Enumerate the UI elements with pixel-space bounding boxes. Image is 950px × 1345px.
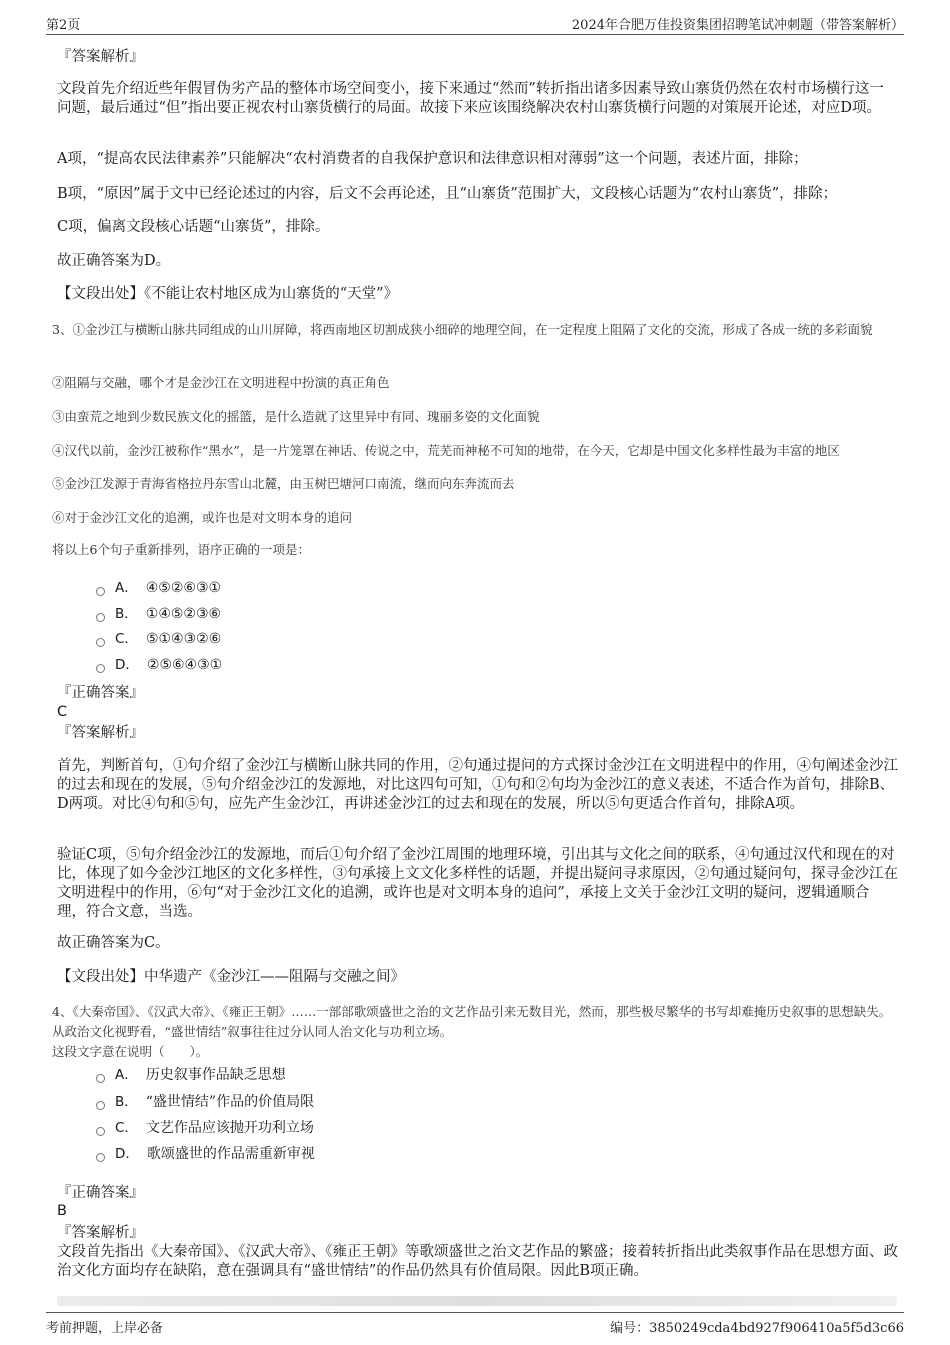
page-footer bbox=[46, 1312, 904, 1335]
q3-analysis-p3: 故正确答案为C。 bbox=[57, 935, 170, 951]
q4-option-c[interactable]: C． 文艺作品应该抛开功利立场 bbox=[96, 1119, 314, 1137]
q4-analysis-label: 『答案解析』 bbox=[57, 1225, 144, 1241]
q2-analysis-p5: 故正确答案为D。 bbox=[57, 253, 171, 269]
q4-answer: B bbox=[57, 1203, 67, 1219]
radio-button-icon[interactable] bbox=[96, 1101, 105, 1110]
q2-analysis-p1: 文段首先介绍近些年假冒伪劣产品的整体市场空间变小，接下来通过“然而”转折指出诸多因素导致山寨货仍然在农村市场横行这一问题，最后通过“但”指出要正视农村山寨货横行的局面。故接下来应该围绕解决农村山寨货横行问题的对策展开论述，对应D项。 bbox=[57, 81, 884, 116]
radio-button-icon[interactable] bbox=[96, 1074, 105, 1083]
q2-source: 【文段出处】《不能让农村地区成为山寨货的“天堂”》 bbox=[57, 286, 399, 302]
radio-button-icon[interactable] bbox=[96, 638, 105, 647]
q3-option-d[interactable]: D． ②⑤⑥④③① bbox=[96, 656, 222, 674]
q3-sentence-5: ⑤金沙江发源于青海省格拉丹东雪山北麓，由玉树巴塘河口南流，继而向东奔流而去 bbox=[52, 476, 515, 491]
q3-option-b[interactable]: B． ①④⑤②③⑥ bbox=[96, 605, 221, 623]
page-number: 第2页 bbox=[46, 18, 81, 33]
q3-sentence-4: ④汉代以前，金沙江被称作“黑水”，是一片笼罩在神话、传说之中，荒芜而神秘不可知的地带，在今天，它却是中国文化多样性最为丰富的地区 bbox=[52, 443, 840, 458]
q4-option-d[interactable]: D． 歌颂盛世的作品需重新审视 bbox=[96, 1145, 315, 1163]
q4-analysis-p1: 文段首先指出《大秦帝国》、《汉武大帝》、《雍正王朝》等歌颂盛世之治文艺作品的繁盛；接着转折指出此类叙事作品在思想方面、政治文化方面均存在缺陷，意在强调具有“盛世情结”的作品仍然具有价值局限。因此B项正确。 bbox=[57, 1244, 898, 1279]
q2-analysis-p2: A项，“提高农民法律素养”只能解决“农村消费者的自我保护意识和法律意识相对薄弱”这一个问题，表述片面，排除； bbox=[57, 151, 808, 167]
radio-button-icon[interactable] bbox=[96, 613, 105, 622]
footer-slogan: 考前押题，上岸必备 bbox=[46, 1321, 164, 1336]
q3-analysis-p1: 首先，判断首句，①句介绍了金沙江与横断山脉共同的作用，②句通过提问的方式探讨金沙江在文明进程中的作用，④句阐述金沙江的过去和现在的发展，⑤句介绍金沙江的发源地，对比这四句可知，①句和②句均为金沙江的意义表述，不适合作为首句，排除B、D两项。对比④句和⑤句，应先产生金沙江，再讲述金沙江的过去和现在的发展，所以⑤句更适合作首句，排除A项。 bbox=[57, 758, 898, 812]
q3-sentence-6: ⑥对于金沙江文化的追溯，或许也是对文明本身的追问 bbox=[52, 510, 353, 525]
q3-answer: C bbox=[57, 704, 68, 720]
radio-button-icon[interactable] bbox=[96, 587, 105, 596]
q4-question: 这段文字意在说明（ ）。 bbox=[52, 1044, 209, 1059]
q3-analysis-p2: 验证C项，⑤句介绍金沙江的发源地，而后①句介绍了金沙江周围的地理环境，引出其与文化之间的联系，④句通过汉代和现在的对比，体现了如今金沙江地区的文化多样性，③句承接上文文化多样性的话题，并提出疑问寻求原因，②句通过疑问句，探寻金沙江在文明进程中的作用，⑥句“对于金沙江文化的追溯，或许也是对文明本身的追问”，承接上文关于金沙江文明的疑问，逻辑通顺合理，符合文意，当选。 bbox=[57, 847, 898, 920]
q4-option-b[interactable]: B． “盛世情结”作品的价值局限 bbox=[96, 1093, 314, 1111]
q2-analysis-p4: C项，偏离文段核心话题“山寨货”，排除。 bbox=[57, 219, 330, 235]
q3-stem: 将以上6个句子重新排列，语序正确的一项是： bbox=[52, 542, 310, 557]
radio-button-icon[interactable] bbox=[96, 664, 105, 673]
q3-sentence-2: ②阻隔与交融，哪个才是金沙江在文明进程中扮演的真正角色 bbox=[52, 375, 390, 390]
q3-sentence-1: 3、①金沙江与横断山脉共同组成的山川屏障，将西南地区切割成狭小细碎的地理空间，在一定程度上阻隔了文化的交流，形成了各成一统的多彩面貌 bbox=[52, 322, 873, 337]
q4-stem: 4、《大秦帝国》、《汉武大帝》、《雍正王朝》……一部部歌颂盛世之治的文艺作品引来无数目光，然而，那些极尽繁华的书写却难掩历史叙事的思想缺失。从政治文化视野看，“盛世情结”叙事往往过分认同人治文化与功利立场。 bbox=[52, 1004, 892, 1039]
q4-answer-label: 『正确答案』 bbox=[57, 1185, 144, 1201]
radio-button-icon[interactable] bbox=[96, 1127, 105, 1136]
q2-analysis-label: 『答案解析』 bbox=[57, 49, 144, 65]
q3-option-a[interactable]: A． ④⑤②⑥③① bbox=[96, 579, 221, 597]
q3-option-c[interactable]: C． ⑤①④③②⑥ bbox=[96, 630, 221, 648]
q3-answer-label: 『正确答案』 bbox=[57, 685, 144, 701]
document-id: 编号：3850249cda4bd927f906410a5f5d3c66 bbox=[610, 1321, 904, 1336]
cut-off-text-line bbox=[57, 1296, 897, 1306]
q3-source: 【文段出处】中华遗产《金沙江——阻隔与交融之间》 bbox=[57, 969, 405, 985]
radio-button-icon[interactable] bbox=[96, 1153, 105, 1162]
q2-analysis-p3: B项，“原因”属于文中已经论述过的内容，后文不会再论述，且“山寨货”范围扩大，文段核心话题为“农村山寨货”，排除； bbox=[57, 186, 838, 202]
q3-sentence-3: ③由蛮荒之地到少数民族文化的摇篮，是什么造就了这里异中有同、瑰丽多姿的文化面貌 bbox=[52, 409, 540, 424]
q3-analysis-label: 『答案解析』 bbox=[57, 725, 144, 741]
document-title: 2024年合肥万佳投资集团招聘笔试冲刺题（带答案解析） bbox=[571, 18, 904, 33]
page-header bbox=[46, 12, 904, 35]
q4-option-a[interactable]: A． 历史叙事作品缺乏思想 bbox=[96, 1066, 286, 1084]
